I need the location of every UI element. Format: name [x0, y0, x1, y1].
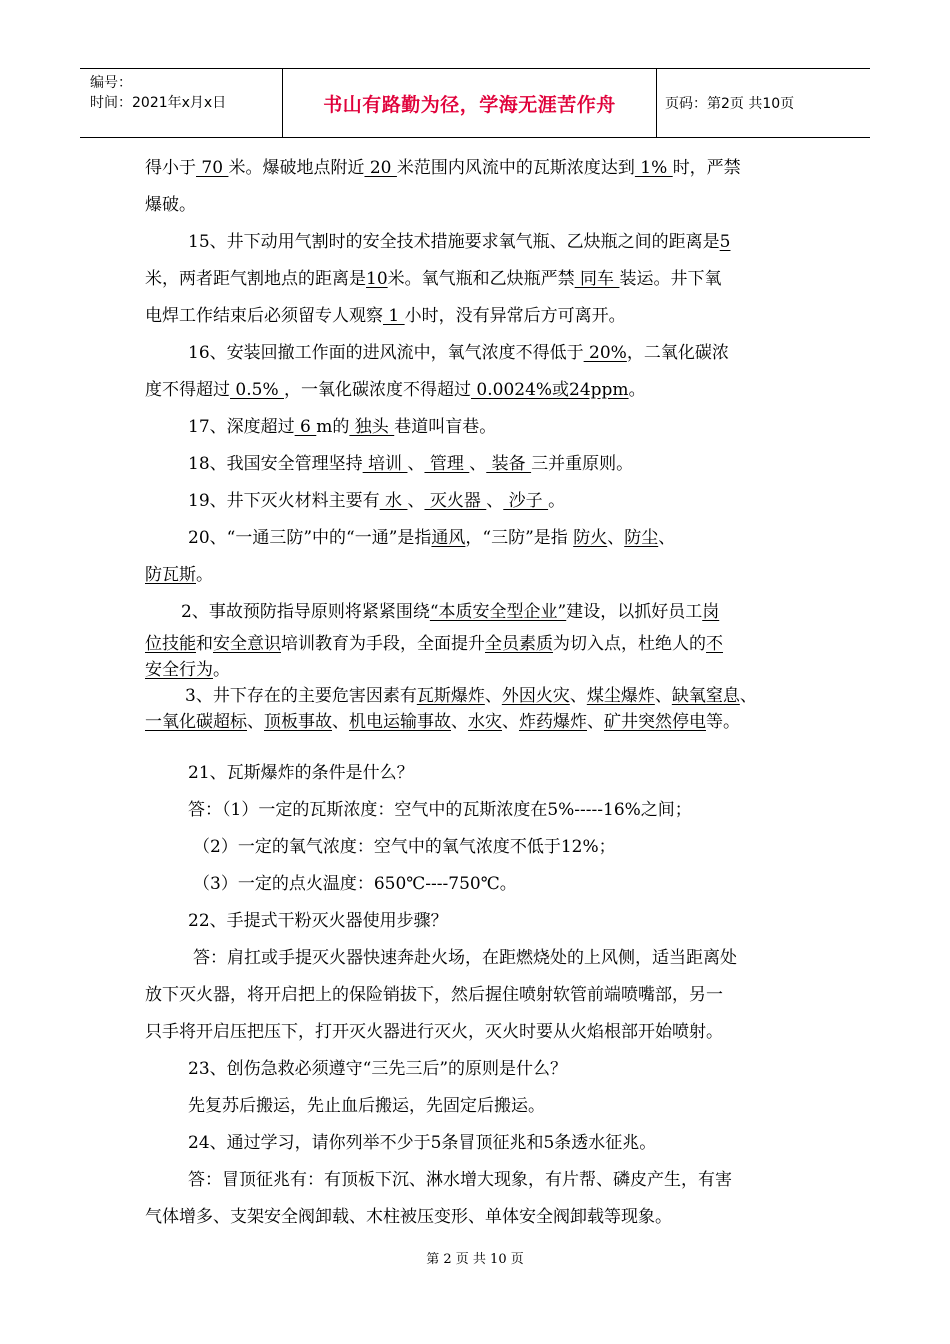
- text-run: 3、井下存在的主要危害因素有: [185, 686, 417, 706]
- text-run: 、: [607, 528, 625, 548]
- text-run: 、: [469, 454, 487, 474]
- text-run: 米，两者距气割地点的距离是: [145, 269, 366, 289]
- text-run: （2）一定的氧气浓度：空气中的氧气浓度不低于12%；: [193, 837, 616, 857]
- text-run: 16、安装回撤工作面的进风流中，氧气浓度不得低于: [188, 343, 584, 363]
- text-run: 、: [407, 491, 425, 511]
- underlined-answer: 顶板事故: [264, 712, 332, 732]
- page-footer: 第 2 页 共 10 页: [426, 1252, 524, 1267]
- text-run: 、: [502, 712, 519, 732]
- text-run: 培训教育为手段，全面提升: [281, 634, 485, 654]
- text-line: [145, 755, 813, 792]
- text-line: [145, 829, 813, 866]
- text-line: [145, 261, 813, 298]
- text-line: [145, 594, 813, 631]
- text-line: [145, 866, 813, 903]
- header-meta: [80, 69, 283, 137]
- underlined-answer: 1: [383, 306, 405, 326]
- text-run: 答：（1）一定的瓦斯浓度：空气中的瓦斯浓度在5%-----16%之间；: [188, 800, 692, 820]
- underlined-answer: 6: [294, 417, 317, 437]
- text-run: 巷道叫盲巷。: [394, 417, 497, 437]
- text-run: ，一氧化碳浓度不得超过: [284, 380, 471, 400]
- underlined-answer: 不: [706, 634, 723, 654]
- text-run: 建设，以抓好员工: [566, 602, 703, 622]
- text-run: 、: [587, 712, 604, 732]
- underlined-answer: 1%: [634, 158, 673, 178]
- text-line: [145, 977, 813, 1014]
- text-run: 21、瓦斯爆炸的条件是什么？: [188, 763, 414, 783]
- underlined-answer: “本质安全型企业”: [429, 602, 567, 622]
- text-line: [145, 1125, 813, 1162]
- text-line: [145, 1162, 813, 1199]
- text-line: [145, 224, 813, 261]
- underlined-answer: 独头: [349, 417, 395, 437]
- underlined-answer: 矿井突然停电: [604, 712, 706, 732]
- underlined-answer: 缺氧窒息: [671, 686, 740, 706]
- text-run: 20、“一通三防”中的“一通”是指: [188, 528, 432, 548]
- underlined-answer: 20%: [583, 343, 627, 363]
- underlined-answer: 防尘: [624, 528, 659, 548]
- text-run: 米。氧气瓶和乙炔瓶严禁: [387, 269, 575, 289]
- header-motto-cell: [283, 69, 657, 137]
- text-line: [145, 1014, 813, 1051]
- text-run: 24、通过学习，请你列举不少于5条冒顶征兆和5条透水征兆。: [188, 1133, 657, 1153]
- text-run: 爆破。: [145, 195, 196, 215]
- underlined-answer: 外因火灾: [501, 686, 570, 706]
- underlined-answer: 岗: [702, 602, 720, 622]
- underlined-answer: 70: [196, 158, 229, 178]
- text-run: 22、手提式干粉灭火器使用步骤？: [188, 911, 448, 931]
- text-run: 时，严禁: [672, 158, 741, 178]
- text-run: 只手将开启压把压下，打开灭火器进行灭火，灭火时要从火焰根部开始喷射。: [145, 1022, 723, 1042]
- page-number-label: 页码：第2页 共10页: [665, 96, 795, 112]
- underlined-answer: 灭火器: [424, 491, 487, 511]
- underlined-answer: 水灾: [468, 712, 502, 732]
- text-line: [145, 150, 813, 187]
- text-line: [145, 335, 813, 372]
- text-line: [145, 557, 813, 594]
- text-line: [145, 1199, 813, 1236]
- underlined-answer: 机电运输事故: [349, 712, 451, 732]
- underlined-answer: 一氧化碳超标: [145, 712, 247, 732]
- text-run: 答：冒顶征兆有：有顶板下沉、淋水增大现象，有片帮、磷皮产生，有害: [188, 1170, 732, 1190]
- underlined-answer: 煤尘爆炸: [586, 686, 655, 706]
- underlined-answer: 位技能: [145, 634, 196, 654]
- text-line: [145, 792, 813, 829]
- text-run: 、: [486, 491, 504, 511]
- time-label: 时间：2021年x月x日: [90, 95, 227, 111]
- page-header: [80, 68, 870, 138]
- underlined-answer: 20: [364, 158, 397, 178]
- text-run: 、: [658, 528, 676, 548]
- underlined-answer: 炸药爆炸: [519, 712, 587, 732]
- underlined-answer: 0.5%: [230, 380, 284, 400]
- text-run: 。: [196, 565, 213, 585]
- text-run: 得小于: [145, 158, 196, 178]
- text-run: 度不得超过: [145, 380, 230, 400]
- code-label: 编号：: [90, 75, 132, 91]
- text-line: [145, 483, 813, 520]
- text-line: [145, 709, 813, 735]
- underlined-answer: 培训: [362, 454, 408, 474]
- text-run: ，二氧化碳浓: [626, 343, 729, 363]
- text-run: 。: [213, 660, 230, 680]
- underlined-answer: 安全行为: [145, 660, 213, 680]
- underlined-answer: 瓦斯爆炸: [416, 686, 485, 706]
- text-run: 、: [654, 686, 672, 706]
- text-run: 装运。井下氧: [619, 269, 722, 289]
- text-line: [145, 940, 813, 977]
- underlined-answer: 防瓦斯: [145, 565, 196, 585]
- text-run: 15、井下动用气割时的安全技术措施要求氧气瓶、乙炔瓶之间的距离是: [188, 232, 720, 252]
- text-run: 为切入点，杜绝人的: [553, 634, 706, 654]
- text-line: [145, 372, 813, 409]
- text-run: 17、深度超过: [188, 417, 295, 437]
- text-run: 。: [548, 491, 566, 511]
- text-line: [145, 409, 813, 446]
- text-line: [145, 446, 813, 483]
- underlined-answer: 10: [366, 269, 388, 289]
- text-line: [145, 903, 813, 940]
- text-line: [145, 735, 813, 755]
- underlined-answer: 通风: [431, 528, 466, 548]
- text-run: 电焊工作结束后必须留专人观察: [145, 306, 383, 326]
- text-line: [145, 187, 813, 224]
- underlined-answer: 装备: [486, 454, 532, 474]
- text-line: [145, 1051, 813, 1088]
- header-page-cell: [657, 69, 870, 137]
- text-line: [145, 631, 813, 657]
- text-run: （3）一定的点火温度：650℃----750℃。: [193, 874, 517, 894]
- text-run: 先复苏后搬运，先止血后搬运，先固定后搬运。: [188, 1096, 545, 1116]
- underlined-answer: 5: [719, 232, 731, 252]
- text-run: 米范围内风流中的瓦斯浓度达到: [396, 158, 635, 178]
- text-run: 三并重原则。: [531, 454, 634, 474]
- text-run: 、: [407, 454, 425, 474]
- underlined-answer: 安全意识: [213, 634, 281, 654]
- text-run: 小时，没有异常后方可离开。: [404, 306, 626, 326]
- text-run: 等。: [706, 712, 740, 732]
- text-run: 米。爆破地点附近: [228, 158, 365, 178]
- text-line: [145, 298, 813, 335]
- text-run: 2、事故预防指导原则将紧紧围绕: [181, 602, 430, 622]
- document-body: [145, 150, 813, 1236]
- text-run: 、: [247, 712, 264, 732]
- text-run: 、: [332, 712, 349, 732]
- text-run: 气体增多、支架安全阀卸载、木柱被压变形、单体安全阀卸载等现象。: [145, 1207, 672, 1227]
- motto-text: 书山有路勤为径，学海无涯苦作舟: [323, 93, 616, 116]
- text-run: 答：肩扛或手提灭火器快速奔赴火场，在距燃烧处的上风侧，适当距离处: [193, 948, 737, 968]
- text-line: [145, 520, 813, 557]
- underlined-answer: 沙子: [503, 491, 549, 511]
- text-line: [145, 657, 813, 683]
- underlined-answer: 水: [379, 491, 408, 511]
- text-run: ，“三防”是指: [465, 528, 574, 548]
- underlined-answer: 防火: [573, 528, 608, 548]
- underlined-answer: 全员素质: [485, 634, 553, 654]
- text-run: 、: [484, 686, 502, 706]
- underlined-answer: 0.0024%或24ppm: [471, 380, 629, 400]
- underlined-answer: 管理: [424, 454, 470, 474]
- text-run: 、: [739, 686, 757, 706]
- text-run: 18、我国安全管理坚持: [188, 454, 363, 474]
- text-run: m的: [316, 417, 350, 437]
- text-run: 。: [628, 380, 646, 400]
- text-run: 、: [569, 686, 587, 706]
- text-run: 、: [451, 712, 468, 732]
- text-line: [145, 1088, 813, 1125]
- text-line: [145, 683, 813, 709]
- text-run: 23、创伤急救必须遵守“三先三后”的原则是什么？: [188, 1059, 568, 1079]
- text-run: 19、井下灭火材料主要有: [188, 491, 380, 511]
- text-run: 放下灭火器，将开启把上的保险销拔下，然后握住喷射软管前端喷嘴部，另一: [145, 985, 723, 1005]
- text-run: 和: [196, 634, 213, 654]
- underlined-answer: 同车: [574, 269, 620, 289]
